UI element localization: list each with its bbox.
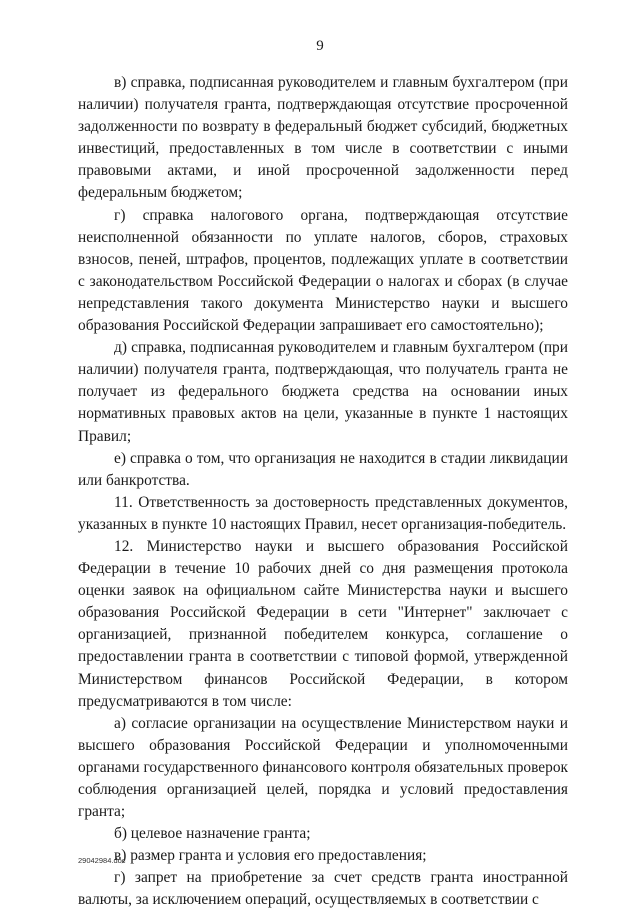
paragraph-g-currency-ban: г) запрет на приобретение за счет средств гранта иностранной валюты, за исключением операций, осуществляемых в соответствии с — [78, 869, 568, 909]
paragraph-b-purpose: б) целевое назначение гранта; — [114, 825, 311, 843]
paragraph-v-certificate: в) справка, подписанная руководителем и главным бухгалтером (при наличии) получателя гранта, подтверждающая отсутствие просроченной задолженности по возврату в федеральный бюджет субсидий, бюджетных инвестиций, предоставленных в том числе в соответствии с иными правовыми актами, и иной просроченной задолженности перед федеральным бюджетом; — [78, 74, 568, 202]
paragraph-11-responsibility: 11. Ответственность за достоверность представленных документов, указанных в пункте 10 настоящих Правил, несет организация-победитель. — [78, 493, 568, 533]
paragraph-v-amount: в) размер гранта и условия его предоставления; — [114, 847, 427, 865]
paragraph-12-agreement: 12. Министерство науки и высшего образования Российской Федерации в течение 10 рабочих дней со дня размещения протокола оценки заявок на официальном сайте Министерства науки и высшего образования Российской Федерации в сети "Интернет" заключает с организацией, признанной победителем конкурса, соглашение о предоставлении гранта в соответствии с типовой формой, утвержденной Министерством финансов Российской Федерации, в котором предусматриваются в том числе: — [78, 537, 568, 710]
paragraph-d-certificate: д) справка, подписанная руководителем и главным бухгалтером (при наличии) получателя гранта, подтверждающая, что получатель гранта не получает из федерального бюджета средства на основании иных нормативных правовых актов на цели, указанные в пункте 1 настоящих Правил; — [78, 339, 568, 445]
document-file-code: 29042984.doc — [78, 856, 126, 865]
document-body — [78, 72, 568, 912]
page-number: 9 — [316, 38, 324, 54]
paragraph-e-liquidation: е) справка о том, что организация не находится в стадии ликвидации или банкротства. — [78, 449, 568, 489]
paragraph-a-consent: а) согласие организации на осуществление Министерством науки и высшего образования Российской Федерации и уполномоченными органами государственного финансового контроля обязательных проверок соблюдения организацией целей, порядка и условий предоставления гранта; — [78, 714, 568, 821]
paragraph-g-tax-certificate: г) справка налогового органа, подтверждающая отсутствие неисполненной обязанности по уплате налогов, сборов, страховых взносов, пеней, штрафов, процентов, подлежащих уплате в соответствии с законодательством Российской Федерации о налогах и сборах (в случае непредставления такого документа Министерство науки и высшего образования Российской Федерации запрашивает его самостоятельно); — [78, 206, 568, 335]
